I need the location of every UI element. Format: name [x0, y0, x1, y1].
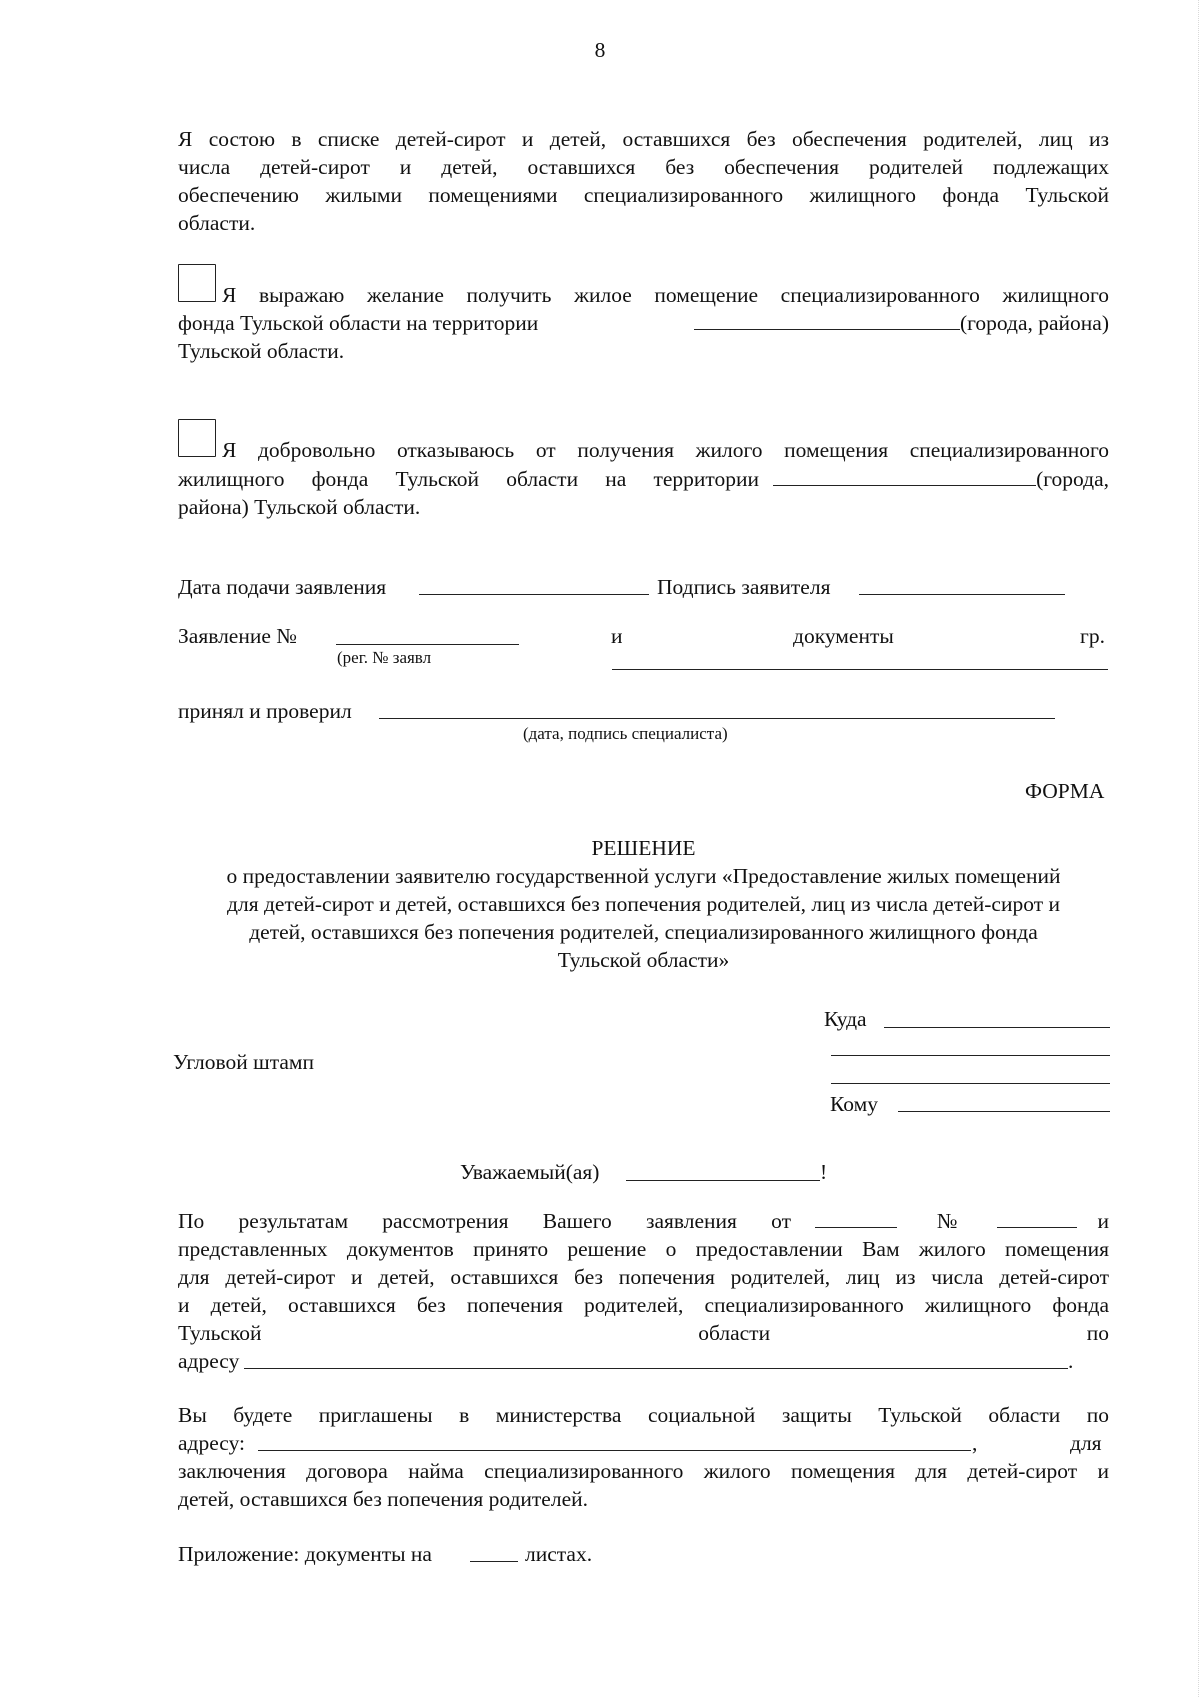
to-whom-field[interactable] — [898, 1111, 1110, 1112]
option-1-text — [178, 309, 694, 337]
intro-line: Я состою в списке детей-сирот и детей, оставшихся без обеспечения родителей, лиц из — [178, 127, 1109, 151]
ministry-address-field[interactable] — [258, 1450, 971, 1451]
and-word: и — [611, 624, 623, 648]
gr-word: гр. — [1080, 624, 1105, 648]
applicant-signature-field[interactable] — [859, 594, 1065, 595]
option-1-line-1: Я выражаю желание получить жилое помещение специализированного жилищного — [222, 283, 1109, 307]
corner-stamp-label: Угловой штамп — [173, 1050, 315, 1074]
result-word-by: по — [1086, 1321, 1109, 1345]
option-1-territory-field[interactable] — [694, 309, 960, 330]
invitation-line-3: заключения договора найма специализированного жилого помещения для детей-сирот и — [178, 1459, 1109, 1483]
attachment-label: Приложение: документы на — [178, 1542, 432, 1566]
and-word-2: и — [1097, 1209, 1109, 1233]
application-date-label: Дата подачи заявления — [178, 575, 387, 599]
intro-line: числа детей-сирот и детей, оставшихся без обеспечения родителей подлежащих — [178, 155, 1109, 179]
result-word-region: области — [698, 1321, 771, 1345]
invitation-for-word: для — [1070, 1431, 1102, 1455]
refuse-housing-checkbox[interactable] — [178, 419, 216, 457]
intro-line: обеспечению жилыми помещениями специализированного жилищного фонда Тульской — [178, 183, 1109, 207]
documents-word: документы — [793, 624, 894, 648]
decision-subtitle-line: для детей-сирот и детей, оставшихся без попечения родителей, лиц из числа детей-сирот и — [227, 892, 1060, 916]
option-1-line-2 — [178, 309, 1109, 337]
invitation-line-1: Вы будете приглашены в министерства социальной защиты Тульской области по — [178, 1403, 1109, 1427]
option-1-text-start: фонда Тульской области на территории — [178, 311, 539, 335]
invitation-comma: , — [972, 1431, 978, 1455]
application-number-ref-field[interactable] — [997, 1207, 1077, 1228]
intro-line: области. — [178, 211, 256, 235]
where-field-line-2[interactable] — [831, 1055, 1110, 1056]
addressee-name-field[interactable] — [626, 1180, 820, 1181]
page-number: 8 — [594, 38, 606, 62]
option-2-line-1: Я добровольно отказываюсь от получения жилого помещения специализированного — [222, 438, 1109, 462]
result-line-3: для детей-сирот и детей, оставшихся без попечения родителей, лиц из числа детей-сирот — [178, 1265, 1109, 1289]
where-field[interactable] — [884, 1027, 1110, 1028]
result-line-2: представленных документов принято решение о предоставлении Вам жилого помещения — [178, 1237, 1109, 1261]
specialist-signature-hint: (дата, подпись специалиста) — [523, 724, 728, 743]
where-field-line-3[interactable] — [831, 1083, 1110, 1084]
application-date-field[interactable] — [419, 594, 649, 595]
option-1-line-3: Тульской области. — [178, 339, 345, 363]
invitation-line-4: детей, оставшихся без попечения родителей. — [178, 1487, 589, 1511]
option-1-text-end: (города, района) — [959, 311, 1109, 335]
intro-paragraph — [178, 125, 1109, 237]
result-line-5 — [178, 1319, 1109, 1347]
greeting-exclamation: ! — [820, 1160, 828, 1184]
number-sign: № — [936, 1209, 958, 1233]
form-label: ФОРМА — [1025, 779, 1105, 803]
applicant-signature-label: Подпись заявителя — [657, 575, 831, 599]
decision-subtitle-line: Тульской области» — [557, 948, 730, 972]
result-line-4: и детей, оставшихся без попечения родителей, специализированного жилищного фонда — [178, 1293, 1109, 1317]
attachment-suffix: листах. — [525, 1542, 593, 1566]
to-whom-label: Кому — [830, 1092, 878, 1116]
application-number-label: Заявление № — [178, 624, 297, 648]
application-date-ref-field[interactable] — [815, 1207, 897, 1228]
sheet-count-field[interactable] — [470, 1561, 518, 1562]
result-word-tula: Тульской — [178, 1321, 262, 1345]
result-address-end: . — [1068, 1349, 1074, 1373]
result-line-1-text: По результатам рассмотрения Вашего заявления от — [178, 1209, 791, 1233]
option-2-text-start: жилищного фонда Тульской области на территории — [178, 467, 760, 491]
accepted-checked-label: принял и проверил — [178, 699, 352, 723]
result-address-label: адресу — [178, 1349, 240, 1373]
specialist-signature-field[interactable] — [379, 718, 1055, 719]
greeting-text: Уважаемый(ая) — [460, 1160, 600, 1184]
application-number-field[interactable] — [336, 644, 519, 645]
decision-title: РЕШЕНИЕ — [591, 836, 696, 860]
decision-subtitle-line: детей, оставшихся без попечения родителей, специализированного жилищного фонда — [249, 920, 1038, 944]
option-2-line-3: района) Тульской области. — [178, 495, 421, 519]
reg-number-hint: (рег. № заявл — [337, 648, 432, 667]
result-line-1 — [178, 1207, 1109, 1235]
decision-subtitle-line: о предоставлении заявителю государственной услуги «Предоставление жилых помещений — [226, 864, 1061, 888]
option-2-territory-field[interactable] — [773, 465, 1036, 486]
option-2-text-end: (города, — [1036, 467, 1109, 491]
wish-housing-checkbox[interactable] — [178, 264, 216, 302]
housing-address-field[interactable] — [244, 1368, 1068, 1369]
citizen-name-field[interactable] — [612, 669, 1108, 670]
invitation-address-label: адресу: — [178, 1431, 246, 1455]
option-2-line-2 — [178, 465, 1109, 493]
where-label: Куда — [824, 1007, 867, 1031]
